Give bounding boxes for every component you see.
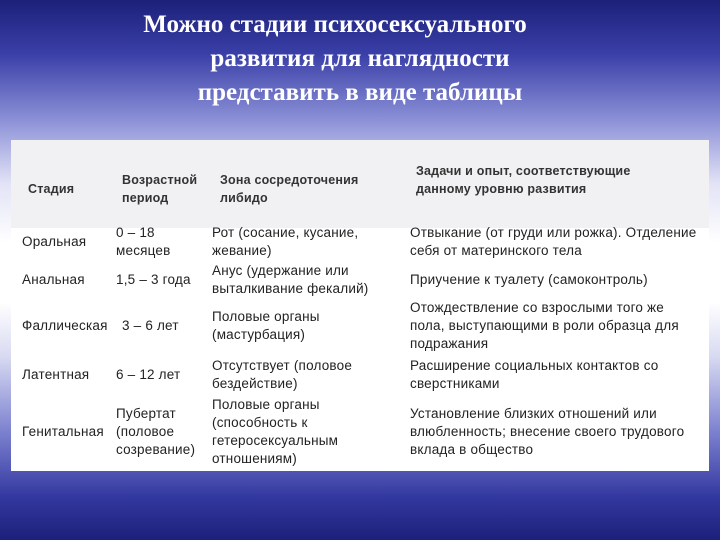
row-5-age: Пубертат (половое созревание) <box>116 406 196 457</box>
row-5-tasks: Установление близких отношений или влюбленность; внесение своего трудового вклада в общество <box>410 406 685 457</box>
row-2-tasks: Приучение к туалету (самоконтроль) <box>410 272 648 287</box>
header-stage: Стадия <box>28 182 75 196</box>
header-age: Возрастной период <box>122 173 198 205</box>
row-1-stage: Оральная <box>22 234 87 249</box>
title-line-1: Можно стадии психосексуального <box>143 11 527 38</box>
row-2-age: 1,5 – 3 года <box>116 272 191 287</box>
slide-title <box>60 8 660 110</box>
row-4-tasks: Расширение социальных контактов со сверстниками <box>410 358 659 391</box>
row-2-stage: Анальная <box>22 272 85 287</box>
row-4-stage: Латентная <box>22 367 90 382</box>
header-tasks: Задачи и опыт, соответствующие данному уровню развития <box>416 164 631 196</box>
stages-table <box>11 140 709 471</box>
row-1-age: 0 – 18 месяцев <box>116 225 171 258</box>
row-5-zone: Половые органы (способность к гетеросексуальным отношениям) <box>212 397 339 466</box>
row-1-zone: Рот (сосание, кусание, жевание) <box>212 225 359 258</box>
row-1-tasks: Отвыкание (от груди или рожка). Отделение себя от материнского тела <box>410 225 697 258</box>
row-5-stage: Генитальная <box>22 424 104 439</box>
title-line-2: развития для наглядности <box>210 45 510 72</box>
row-3-stage: Фаллическая <box>22 318 108 333</box>
row-2-zone: Анус (удержание или выталкивание фекалий) <box>212 263 369 296</box>
row-3-zone: Половые органы (мастурбация) <box>212 309 320 342</box>
row-4-age: 6 – 12 лет <box>116 367 181 382</box>
header-zone: Зона сосредоточения либидо <box>220 173 359 205</box>
title-line-3: представить в виде таблицы <box>197 79 523 106</box>
row-3-age: 3 – 6 лет <box>122 318 179 333</box>
row-3-tasks: Отождествление со взрослыми того же пола, выступающими в роли образца для подражания <box>410 300 679 351</box>
row-4-zone: Отсутствует (половое бездействие) <box>212 358 353 391</box>
